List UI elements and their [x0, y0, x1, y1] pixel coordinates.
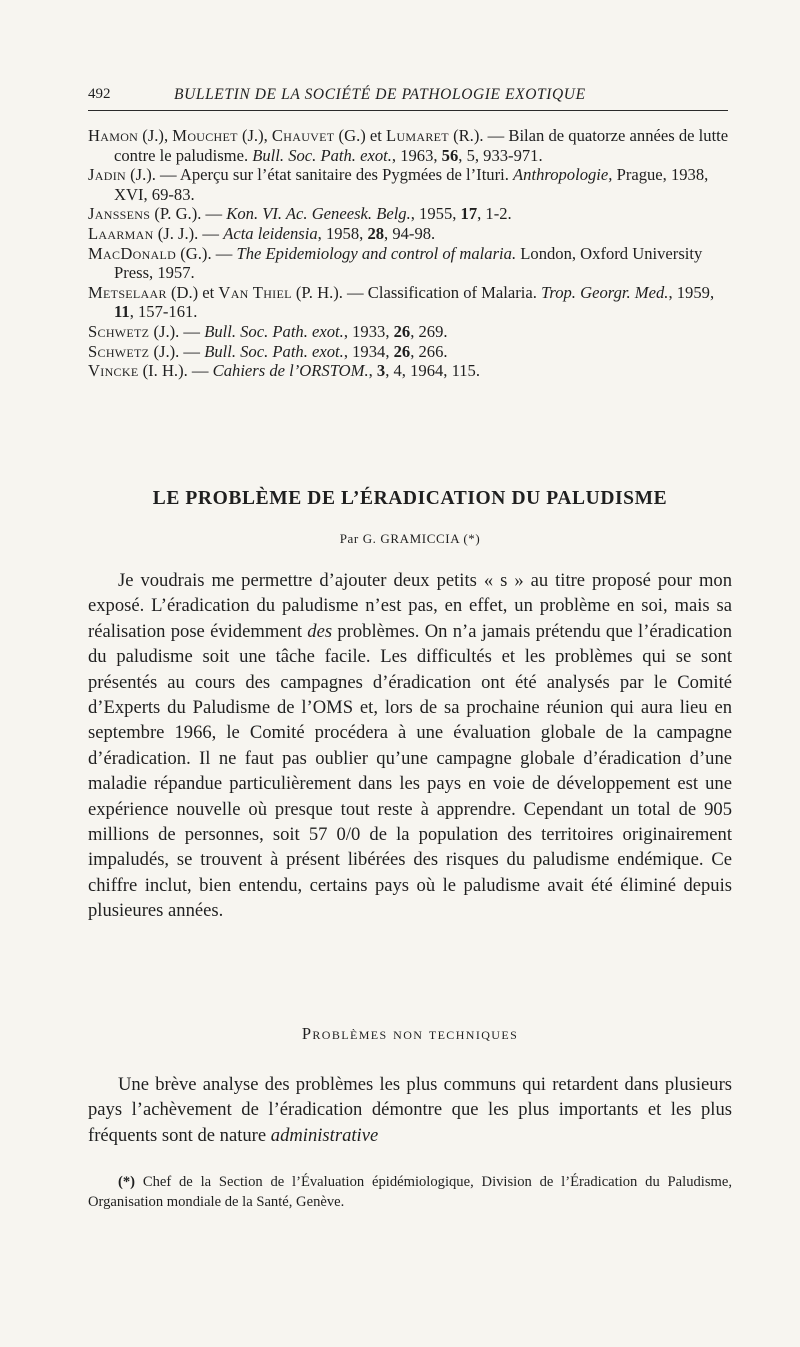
ref-text: , 1933,	[343, 321, 394, 341]
ref-journal: Bull. Soc. Path. exot.	[252, 145, 392, 165]
ref-text: (J.). — Aperçu sur l’état sanitaire des Pygmées de l’Ituri.	[125, 165, 514, 185]
ref-volume: 17	[460, 204, 478, 224]
ref-text: ,	[368, 361, 377, 381]
ref-author: Janssens	[88, 204, 151, 224]
ref-text: , 1955,	[410, 204, 461, 224]
ref-author: Jadin	[88, 165, 126, 185]
ref-text: (P. G.). —	[150, 204, 227, 224]
reference-item	[88, 126, 732, 165]
footnote	[88, 1172, 732, 1212]
ref-text: , 5, 933-971.	[458, 145, 543, 165]
emphasis-text: des	[307, 620, 333, 642]
ref-author: Mouchet	[172, 126, 238, 145]
ref-author: MacDonald	[88, 243, 177, 263]
ref-text: , 157-161.	[129, 302, 198, 322]
ref-journal: Anthropologie,	[513, 165, 613, 185]
ref-text: Prague, 1938, XVI, 69-83.	[114, 165, 709, 204]
reference-item	[88, 283, 732, 322]
ref-text: (J.),	[138, 126, 173, 145]
ref-text: , 94-98.	[384, 223, 436, 243]
section-heading: Problèmes non techniques	[301, 1024, 519, 1043]
ref-text: (J.),	[237, 126, 272, 145]
ref-journal: Kon. VI. Ac. Geneesk. Belg.	[226, 204, 411, 224]
ref-text: London, Oxford University Press, 1957.	[114, 243, 703, 283]
ref-volume: 26	[393, 341, 411, 361]
article-title: LE PROBLÈME DE L’ÉRADICATION DU PALUDISME	[152, 488, 668, 509]
ref-author: Metselaar	[88, 282, 167, 302]
ref-text: , 4, 1964, 115.	[385, 361, 481, 381]
ref-author: Van Thiel	[218, 282, 292, 302]
ref-journal: Acta leidensia	[223, 223, 318, 243]
ref-journal: Bull. Soc. Path. exot.	[204, 341, 344, 361]
paragraph-text: Je voudrais me permettre d’ajouter deux petits « s » au titre proposé pour mon exposé. L’éradication du paludisme n’est pas, en effet, un problème en soi, mais sa réalisation pose évidemment	[88, 570, 732, 642]
ref-text: , 266.	[410, 341, 448, 361]
ref-author: Schwetz	[88, 341, 150, 361]
ref-author: Schwetz	[88, 321, 150, 341]
paragraph-text: Une brève analyse des problèmes les plus communs qui retardent dans plusieurs pays l’achèvement de l’éradication démontre que les plus importants et les plus fréquents sont de nature	[88, 1074, 732, 1146]
page-number: 492	[88, 86, 111, 102]
ref-journal: Trop. Georgr. Med.	[541, 282, 669, 302]
ref-volume: 11	[114, 302, 130, 322]
reference-item	[88, 204, 732, 224]
article-body	[88, 568, 732, 924]
ref-journal: Cahiers de l’ORSTOM.	[212, 361, 369, 381]
article-byline: Par G. GRAMICCIA (*)	[339, 531, 481, 546]
references-list	[88, 126, 732, 381]
paragraph-text: problèmes. On n’a jamais prétendu que l’éradication du paludisme soit une tâche facile. Les difficultés et les problèmes qui se sont présentés au cours des campagnes d’éradication ont été analysés par le Comité d’Experts du Paludisme de l’OMS et, lors de sa prochaine réunion qui aura lieu en septembre 1966, le Comité procédera à une évaluation globale de la campagne d’éradication. Il ne faut pas oublier qu’une campagne globale d’éradication d’une maladie répandue particulièrement dans les pays en voie de développement est une expérience nouvelle où presque tout reste à apprendre. Cependant un total de 905 millions de personnes, soit 57 0/0 de la population des territoires originairement impaludés, se trouvent à présent libérées des risques du paludisme endémique. Ce chiffre inclut, bien entendu, certains pays où le paludisme avait été éliminé depuis plusieures années.	[88, 620, 732, 922]
reference-item	[88, 165, 732, 204]
ref-volume: 3	[376, 361, 386, 381]
ref-text: , 1-2.	[477, 204, 512, 224]
reference-item	[88, 342, 732, 362]
ref-journal: Bull. Soc. Path. exot.	[204, 321, 344, 341]
ref-volume: 56	[441, 145, 459, 165]
reference-item	[88, 244, 732, 283]
ref-journal: The Epidemiology and control of malaria.	[236, 243, 517, 263]
ref-text: (I. H.). —	[138, 361, 213, 381]
ref-author: Hamon	[88, 126, 139, 145]
reference-item	[88, 361, 732, 381]
emphasis-text: administrative	[270, 1124, 379, 1146]
paragraph	[88, 568, 732, 924]
ref-text: , 1958,	[317, 223, 368, 243]
ref-volume: 28	[367, 223, 385, 243]
paragraph	[88, 1072, 732, 1148]
ref-text: (P. H.). — Classification of Malaria.	[291, 282, 542, 302]
reference-item	[88, 322, 732, 342]
ref-text: , 1959,	[668, 282, 715, 302]
ref-text: (J. J.). —	[153, 223, 224, 243]
ref-text: , 269.	[410, 321, 448, 341]
ref-text: , 1934,	[343, 341, 394, 361]
ref-text: (J.). —	[149, 321, 205, 341]
ref-author: Lumaret	[386, 126, 449, 145]
running-header	[88, 84, 728, 111]
ref-text: (J.). —	[149, 341, 205, 361]
ref-author: Chauvet	[271, 126, 335, 145]
footnote-mark: (*)	[118, 1174, 136, 1190]
journal-title: BULLETIN DE LA SOCIÉTÉ DE PATHOLOGIE EXOTIQUE	[174, 86, 586, 103]
ref-author: Laarman	[88, 223, 154, 243]
footnote-paragraph	[88, 1172, 732, 1212]
ref-author: Vincke	[88, 361, 139, 381]
ref-text: , 1963,	[391, 145, 442, 165]
footnote-text: Chef de la Section de l’Évaluation épidémiologique, Division de l’Éradication du Paludisme, Organisation mondiale de la Santé, Genève.	[88, 1174, 732, 1210]
ref-text: (G.). —	[176, 243, 237, 263]
reference-item	[88, 224, 732, 244]
article-body-continued	[88, 1072, 732, 1148]
ref-volume: 26	[393, 321, 411, 341]
ref-text: (G.) et	[334, 126, 387, 145]
ref-text: (R.). — Bilan de quatorze années de lutte contre le paludisme.	[114, 126, 729, 165]
ref-text: (D.) et	[166, 282, 219, 302]
